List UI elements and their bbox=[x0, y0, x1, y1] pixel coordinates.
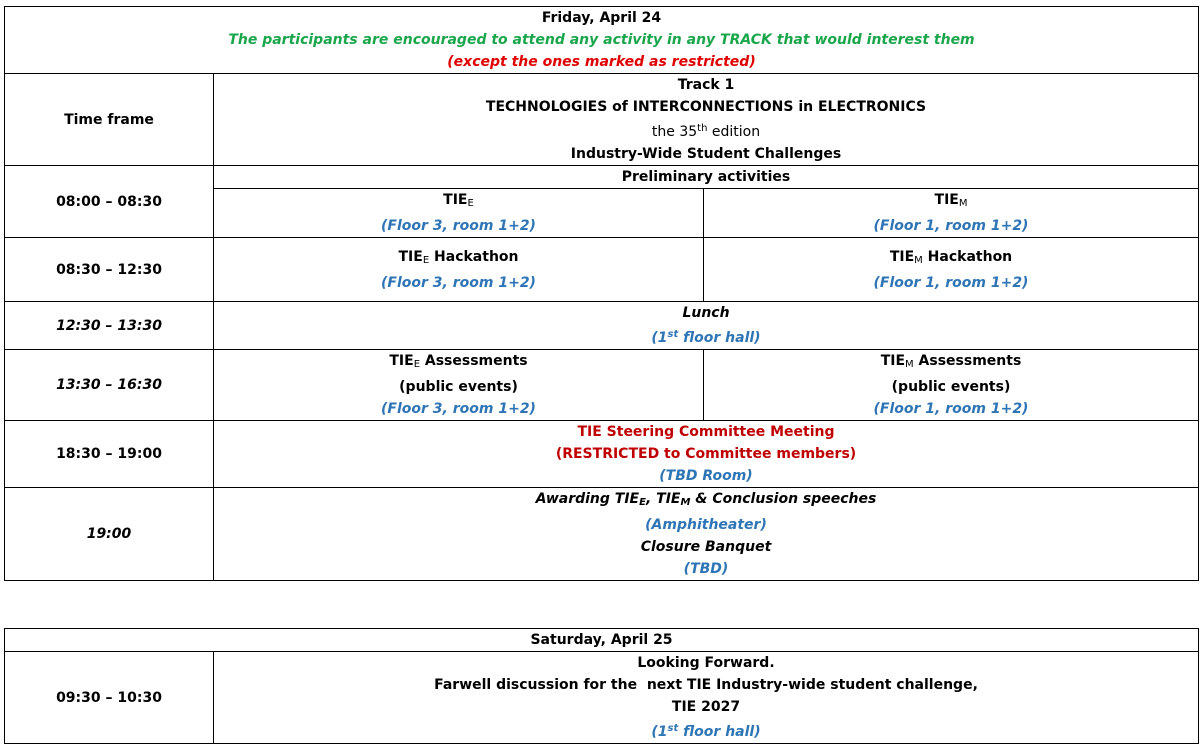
preliminary-time: 08:00 – 08:30 bbox=[5, 166, 214, 238]
banquet-location: (TBD) bbox=[683, 561, 729, 577]
time-frame-header: Time frame bbox=[5, 74, 214, 166]
preliminary-tie-m-name: $TIE_M$ bbox=[934, 192, 968, 209]
day1-date: Friday, April 24 bbox=[541, 10, 662, 26]
day2-cell bbox=[214, 652, 1199, 744]
steering-row bbox=[5, 421, 1199, 488]
day2-heading-row bbox=[5, 629, 1199, 652]
lunch-row bbox=[5, 302, 1199, 350]
day1-heading-cell bbox=[5, 7, 1199, 74]
day1-header-row bbox=[5, 74, 1199, 166]
day1-schedule-table bbox=[4, 6, 1199, 581]
steering-title: TIE Steering Committee Meeting bbox=[577, 424, 835, 440]
day1-note: The participants are encouraged to attend any activity in any TRACK that would interest them bbox=[228, 32, 975, 48]
preliminary-tie-e-cell bbox=[214, 189, 704, 238]
hackathon-time: 08:30 – 12:30 bbox=[5, 238, 214, 302]
assessments-tie-e-public: (public events) bbox=[399, 379, 518, 395]
assessments-tie-m-public: (public events) bbox=[891, 379, 1011, 395]
lunch-time: 12:30 – 13:30 bbox=[5, 302, 214, 350]
hackathon-tie-e-name: $TIE_E$ Hackathon bbox=[398, 248, 519, 266]
track-header-cell bbox=[214, 74, 1199, 166]
awarding-cell bbox=[214, 488, 1199, 581]
day2-line1: Looking Forward. bbox=[637, 655, 775, 671]
assessments-row bbox=[5, 350, 1199, 421]
day1-restriction-note: (except the ones marked as restricted) bbox=[447, 54, 756, 70]
steering-cell bbox=[214, 421, 1199, 488]
day2-time: 09:30 – 10:30 bbox=[5, 652, 214, 744]
steering-time: 18:30 – 19:00 bbox=[5, 421, 214, 488]
steering-restricted: (RESTRICTED to Committee members) bbox=[555, 446, 857, 462]
hackathon-row bbox=[5, 238, 1199, 302]
awarding-row bbox=[5, 488, 1199, 581]
assessments-tie-e-cell bbox=[214, 350, 704, 421]
day1-heading-row bbox=[5, 7, 1199, 74]
day2-date: Saturday, April 25 bbox=[5, 629, 1199, 652]
hackathon-tie-e-location: (Floor 3, room 1+2) bbox=[381, 274, 536, 291]
edition-label: the 35th edition bbox=[651, 123, 761, 140]
day2-location: (1st floor hall) bbox=[651, 723, 761, 740]
hackathon-tie-e-cell bbox=[214, 238, 704, 302]
day2-row bbox=[5, 652, 1199, 744]
assessments-time: 13:30 – 16:30 bbox=[5, 350, 214, 421]
awarding-time: 19:00 bbox=[5, 488, 214, 581]
assessments-tie-e-location: (Floor 3, room 1+2) bbox=[381, 401, 536, 417]
lunch-location: (1st floor hall) bbox=[651, 329, 761, 346]
awarding-title: Awarding $TIE_E$, $TIE_M$ & Conclusion speeches bbox=[535, 491, 877, 508]
day2-line3: TIE 2027 bbox=[671, 699, 741, 715]
day2-line2: Farwell discussion for the next TIE Industry-wide student challenge, bbox=[434, 677, 978, 693]
assessments-tie-m-location: (Floor 1, room 1+2) bbox=[873, 401, 1029, 417]
awarding-location: (Amphitheater) bbox=[645, 517, 767, 533]
day2-schedule-table bbox=[4, 628, 1199, 744]
hackathon-tie-m-location: (Floor 1, room 1+2) bbox=[873, 274, 1029, 291]
banquet-title: Closure Banquet bbox=[640, 539, 772, 555]
assessments-tie-e-name: $TIE_E$ Assessments bbox=[389, 353, 528, 370]
preliminary-tie-m-cell bbox=[704, 189, 1199, 238]
track-label: Track 1 bbox=[677, 77, 735, 93]
track-title: TECHNOLOGIES of INTERCONNECTIONS in ELECTRONICS bbox=[485, 99, 927, 115]
preliminary-tie-m-location: (Floor 1, room 1+2) bbox=[873, 218, 1029, 234]
preliminary-tie-e-location: (Floor 3, room 1+2) bbox=[381, 218, 536, 234]
hackathon-tie-m-cell bbox=[704, 238, 1199, 302]
preliminary-title-row bbox=[5, 166, 1199, 189]
assessments-tie-m-cell bbox=[704, 350, 1199, 421]
lunch-title: Lunch bbox=[682, 305, 730, 321]
assessments-tie-m-name: $TIE_M$ Assessments bbox=[880, 353, 1022, 370]
preliminary-tie-e-name: $TIE_E$ bbox=[443, 192, 474, 209]
steering-location: (TBD Room) bbox=[659, 468, 753, 484]
lunch-cell bbox=[214, 302, 1199, 350]
preliminary-title: Preliminary activities bbox=[214, 166, 1199, 189]
hackathon-tie-m-name: $TIE_M$ Hackathon bbox=[889, 248, 1013, 266]
challenges-label: Industry-Wide Student Challenges bbox=[570, 146, 842, 162]
